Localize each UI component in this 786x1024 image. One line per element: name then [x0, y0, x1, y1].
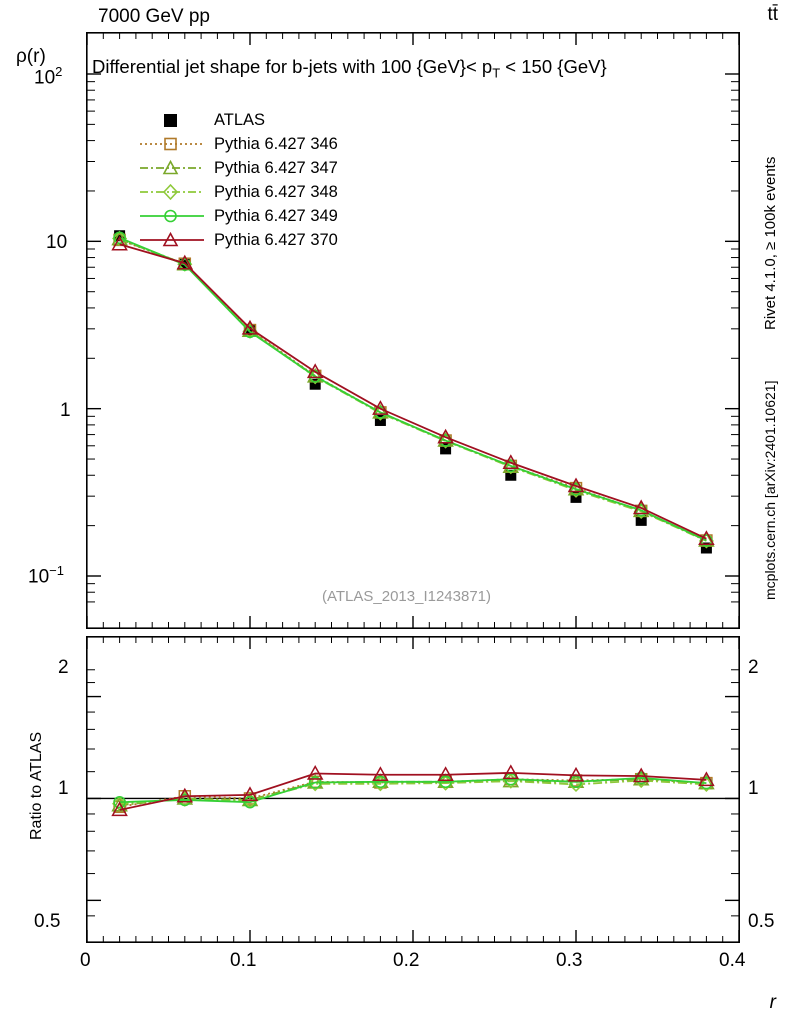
ratio-ytick-label-1-right: 1 [748, 778, 759, 799]
xtick-label-03: 0.3 [556, 950, 583, 971]
xtick-label-0: 0 [80, 950, 91, 971]
analysis-id-watermark: (ATLAS_2013_I1243871) [322, 588, 492, 605]
main-plot-title-subscript: T [492, 65, 501, 81]
legend-marker-pythia348 [140, 181, 204, 203]
main-series-group [113, 230, 714, 553]
legend-item-0[interactable] [140, 108, 338, 132]
ratio-ytick-label-2-left: 2 [58, 657, 69, 678]
legend-item-5[interactable] [140, 228, 338, 252]
legend-label-0: ATLAS [214, 110, 266, 129]
header-left-label: 7000 GeV pp [98, 6, 210, 27]
legend-item-3[interactable] [140, 180, 338, 204]
legend-label-3: Pythia 6.427 348 [214, 182, 338, 201]
legend-marker-pythia349 [140, 205, 204, 227]
main-plot-title-tail: < 150 {GeV} [500, 56, 607, 77]
x-axis-label: r [769, 992, 776, 1013]
main-y-axis-label: ρ(r) [16, 46, 46, 67]
header-right-label: tt̄ [767, 4, 778, 25]
ratio-ytick-label-1-left: 1 [58, 778, 69, 799]
legend-marker-pythia370 [140, 229, 204, 251]
main-ytick-label-100: $10^2$ [34, 64, 63, 89]
legend-item-4[interactable] [140, 204, 338, 228]
main-ytick-label-10: 10 [46, 232, 68, 253]
ratio-series-group [113, 766, 714, 816]
legend-marker-pythia346 [140, 133, 204, 155]
ratio-y-axis-label: Ratio to ATLAS [28, 731, 45, 840]
legend-label-2: Pythia 6.427 347 [214, 158, 338, 177]
ratio-ytick-label-05-right: 0.5 [748, 911, 775, 932]
main-plot-title [92, 56, 607, 81]
legend-label-5: Pythia 6.427 370 [214, 230, 338, 249]
xtick-label-01: 0.1 [230, 950, 257, 971]
rivet-version-label: Rivet 4.1.0, ≥ 100k events [762, 156, 779, 330]
legend-marker-atlas [140, 109, 204, 131]
ratio-plot-canvas [86, 636, 740, 943]
legend [140, 108, 338, 252]
legend-item-2[interactable] [140, 156, 338, 180]
legend-label-1: Pythia 6.427 346 [214, 134, 338, 153]
main-plot-title-text: Differential jet shape for b-jets with 100 {GeV}< p [92, 56, 493, 77]
legend-label-4: Pythia 6.427 349 [214, 206, 338, 225]
main-ytick-label-0p1: $10^{-1}$ [28, 563, 64, 588]
mcplots-source-label: mcplots.cern.ch [arXiv:2401.10621] [762, 380, 778, 600]
legend-marker-pythia347 [140, 157, 204, 179]
ratio-ytick-label-2-right: 2 [748, 657, 759, 678]
main-ytick-label-1: 1 [60, 400, 71, 421]
xtick-label-02: 0.2 [393, 950, 420, 971]
ratio-ytick-label-05-left: 0.5 [34, 911, 61, 932]
xtick-label-04: 0.4 [719, 950, 746, 971]
legend-item-1[interactable] [140, 132, 338, 156]
